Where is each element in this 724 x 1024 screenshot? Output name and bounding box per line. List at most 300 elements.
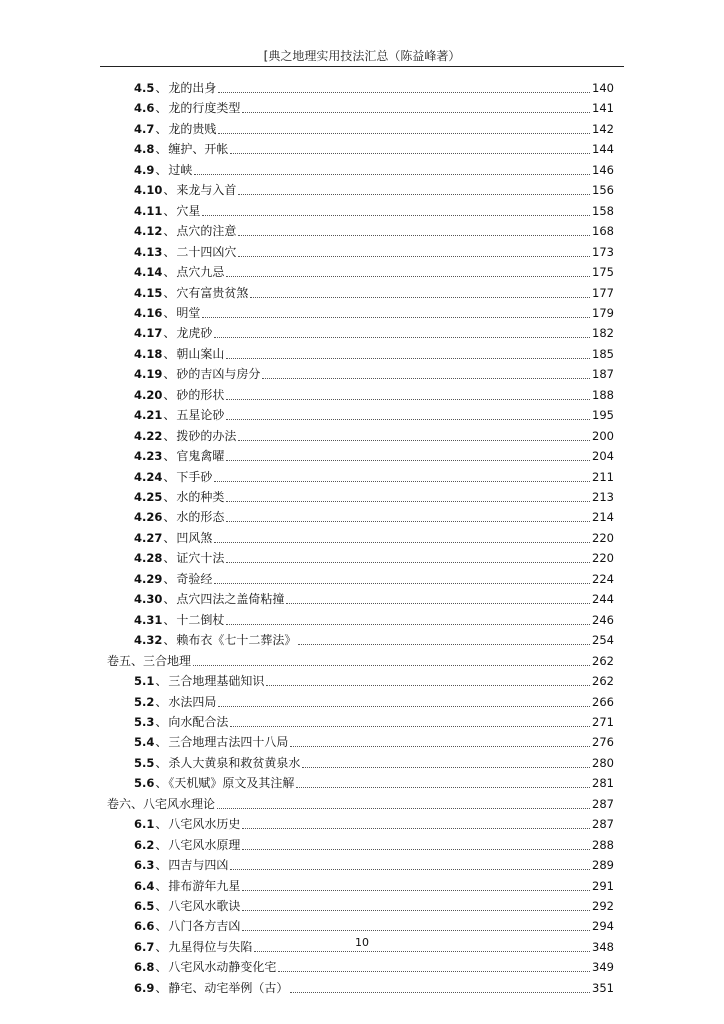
toc-entry-number: 4.11: [134, 203, 163, 218]
toc-section-entry[interactable]: [134, 283, 614, 303]
toc-entry-separator: 、: [163, 530, 176, 545]
toc-entry-text: 龙的行度类型: [168, 101, 241, 116]
toc-entry-title: [134, 753, 300, 773]
toc-section-entry[interactable]: [134, 119, 614, 139]
toc-entry-number: 5.3: [134, 714, 155, 729]
toc-dot-leader: [238, 440, 590, 441]
toc-entry-text: 拨砂的办法: [176, 428, 237, 443]
toc-entry-title: [134, 221, 236, 241]
toc-chapter-entry[interactable]: [107, 651, 614, 671]
toc-section-entry[interactable]: [134, 364, 614, 384]
toc-entry-title: [134, 957, 276, 977]
toc-page-number: 287: [592, 796, 614, 811]
toc-section-entry[interactable]: [134, 262, 614, 282]
toc-entry-title: [134, 610, 224, 630]
toc-entry-separator: 、: [163, 612, 176, 627]
toc-entry-number: 6.3: [134, 858, 155, 873]
toc-page-number: 140: [592, 81, 614, 95]
toc-entry-title: [134, 262, 224, 282]
toc-dot-leader: [214, 542, 590, 543]
toc-entry-text: 凹风煞: [176, 530, 213, 545]
toc-entry-number: 4.31: [134, 612, 163, 627]
toc-entry-title: [134, 160, 192, 180]
toc-dot-leader: [242, 828, 590, 829]
toc-entry-number: 6.1: [134, 817, 155, 832]
header-rule: [100, 66, 624, 67]
toc-entry-title: [134, 364, 260, 384]
toc-dot-leader: [290, 746, 590, 747]
toc-entry-title: [134, 426, 236, 446]
toc-page-number: 168: [592, 224, 614, 239]
toc-section-entry[interactable]: [134, 98, 614, 118]
toc-dot-leader: [226, 419, 590, 420]
toc-chapter-entry[interactable]: [107, 794, 614, 814]
toc-entry-title: [134, 98, 240, 118]
toc-entry-number: 4.8: [134, 142, 155, 157]
toc-entry-text: 点穴九忌: [176, 265, 225, 280]
toc-entry-text: 杀人大黄泉和救贫黄泉水: [168, 755, 301, 770]
toc-dot-leader: [218, 92, 590, 93]
toc-dot-leader: [194, 174, 590, 175]
toc-entry-title: [134, 201, 200, 221]
toc-section-entry[interactable]: [134, 507, 614, 527]
toc-section-entry[interactable]: [134, 916, 614, 936]
toc-dot-leader: [278, 971, 590, 972]
toc-entry-number: 4.13: [134, 244, 163, 259]
toc-entry-title: [134, 671, 264, 691]
toc-entry-text: 证穴十法: [176, 551, 225, 566]
toc-section-entry[interactable]: [134, 446, 614, 466]
toc-page-number: 195: [592, 408, 614, 423]
toc-entry-text: 点穴四法之盖倚粘撞: [176, 592, 285, 607]
toc-page-number: 188: [592, 387, 614, 402]
toc-entry-separator: 、: [155, 162, 168, 177]
toc-entry-title: [134, 896, 240, 916]
toc-dot-leader: [302, 767, 590, 768]
toc-entry-number: 4.28: [134, 551, 163, 566]
toc-entry-number: 4.29: [134, 571, 163, 586]
toc-dot-leader: [202, 215, 590, 216]
toc-entry-number: 5.5: [134, 755, 155, 770]
toc-entry-number: 4.16: [134, 305, 163, 320]
toc-page-number: 141: [592, 101, 614, 116]
toc-section-entry[interactable]: [134, 855, 614, 875]
toc-section-entry[interactable]: [134, 323, 614, 343]
toc-entry-number: 6.6: [134, 919, 155, 934]
toc-section-entry[interactable]: [134, 610, 614, 630]
toc-dot-leader: [226, 501, 590, 502]
toc-entry-number: 4.9: [134, 162, 155, 177]
toc-dot-leader: [238, 194, 590, 195]
toc-section-entry[interactable]: [134, 814, 614, 834]
toc-entry-text: 穴有富贵贫煞: [176, 285, 249, 300]
toc-entry-text: 水法四局: [168, 694, 217, 709]
toc-entry-number: 4.32: [134, 633, 163, 648]
toc-entry-text: 十二倒杖: [176, 612, 225, 627]
toc-entry-separator: 、: [163, 469, 176, 484]
toc-entry-separator: 、: [163, 183, 176, 198]
toc-section-entry[interactable]: [134, 344, 614, 364]
toc-entry-title: [134, 446, 224, 466]
toc-dot-leader: [254, 951, 590, 952]
toc-page-number: 220: [592, 530, 614, 545]
toc-page-number: 142: [592, 121, 614, 136]
toc-section-entry[interactable]: [134, 978, 614, 998]
toc-page-number: 244: [592, 592, 614, 607]
toc-entry-text: 八门各方吉凶: [168, 919, 241, 934]
toc-entry-separator: 、: [155, 817, 168, 832]
toc-entry-separator: 、: [163, 490, 176, 504]
toc-entry-title: [134, 303, 200, 323]
toc-section-entry[interactable]: [134, 773, 614, 793]
toc-entry-separator: 、: [163, 305, 176, 320]
toc-entry-number: 5.4: [134, 735, 155, 750]
toc-entry-number: 6.2: [134, 837, 155, 852]
toc-dot-leader: [214, 481, 590, 482]
toc-dot-leader: [193, 665, 590, 666]
toc-dot-leader: [202, 317, 590, 318]
toc-entry-separator: 、: [163, 224, 176, 239]
toc-entry-number: 4.23: [134, 449, 163, 464]
toc-page-number: 280: [592, 755, 614, 770]
toc-entry-title: [134, 528, 212, 548]
toc-dot-leader: [226, 358, 590, 359]
toc-entry-text: 排布游年九星: [168, 878, 241, 893]
toc-page-number: 246: [592, 612, 614, 627]
toc-entry-separator: 、: [163, 449, 176, 464]
toc-entry-text: 三合地理基础知识: [168, 674, 265, 689]
toc-page-number: 287: [592, 817, 614, 832]
toc-entry-number: 4.21: [134, 408, 163, 423]
toc-dot-leader: [214, 337, 590, 338]
toc-entry-number: 4.6: [134, 101, 155, 116]
toc-entry-separator: 、: [163, 346, 176, 361]
toc-entry-separator: 、: [163, 571, 176, 586]
toc-dot-leader: [238, 235, 590, 236]
toc-entry-number: 4.18: [134, 346, 163, 361]
toc-entry-title: [134, 139, 228, 159]
toc-page-number: 294: [592, 919, 614, 934]
toc-entry-text: 五星论砂: [176, 408, 225, 423]
toc-page-number: 177: [592, 285, 614, 300]
toc-page-number: 288: [592, 837, 614, 852]
toc-dot-leader: [218, 706, 590, 707]
toc-section-entry[interactable]: [134, 896, 614, 916]
toc-page-number: 292: [592, 899, 614, 913]
toc-dot-leader: [242, 890, 590, 891]
toc-entry-separator: 、: [163, 633, 176, 648]
toc-page-number: 156: [592, 183, 614, 198]
toc-entry-number: 4.15: [134, 285, 163, 300]
toc-entry-separator: 、: [163, 244, 176, 259]
toc-entry-title: [134, 855, 228, 875]
toc-page-number: 187: [592, 367, 614, 382]
toc-page-number: 220: [592, 551, 614, 566]
toc-page-number: 271: [592, 714, 614, 729]
toc-section-entry[interactable]: [134, 671, 614, 691]
toc-entry-number: 5.2: [134, 694, 155, 709]
toc-entry-number: 4.17: [134, 326, 163, 341]
toc-entry-number: 5.6: [134, 776, 155, 791]
toc-dot-leader: [286, 603, 590, 604]
toc-entry-number: 6.8: [134, 960, 155, 975]
toc-dot-leader: [214, 583, 590, 584]
running-header: [典之地理实用技法汇总（陈益峰著）: [263, 49, 461, 63]
toc-page-number: 200: [592, 428, 614, 443]
toc-page-number: 211: [592, 469, 614, 484]
toc-page-number: 348: [592, 939, 614, 954]
toc-entry-text: 下手砂: [176, 469, 213, 484]
toc-section-entry[interactable]: [134, 732, 614, 752]
toc-entry-text: 《天机赋》原文及其注解: [168, 776, 295, 791]
toc-dot-leader: [230, 153, 590, 154]
toc-section-entry[interactable]: [134, 528, 614, 548]
toc-page-number: 144: [592, 142, 614, 157]
toc-entry-number: 4.20: [134, 387, 163, 402]
toc-page-number: 281: [592, 776, 614, 791]
toc-entry-title: [107, 651, 191, 671]
toc-entry-number: 6.7: [134, 939, 155, 954]
toc-entry-text: 明堂: [176, 305, 201, 320]
toc-dot-leader: [226, 276, 590, 277]
toc-page-number: 254: [592, 633, 614, 648]
toc-section-entry[interactable]: [134, 569, 614, 589]
toc-entry-text: 龙虎砂: [176, 326, 213, 341]
toc-entry-text: 点穴的注意: [176, 224, 237, 239]
toc-entry-separator: 、: [155, 878, 168, 893]
toc-page-number: 351: [592, 980, 614, 995]
toc-page-number: 175: [592, 265, 614, 280]
toc-entry-number: 4.24: [134, 469, 163, 484]
toc-entry-text: 四吉与四凶: [168, 858, 229, 873]
toc-entry-number: 4.19: [134, 367, 163, 382]
toc-entry-title: [134, 589, 284, 609]
toc-entry-text: 穴星: [176, 203, 201, 218]
toc-entry-number: 6.4: [134, 878, 155, 893]
toc-entry-separator: 、: [155, 776, 168, 791]
toc-section-entry[interactable]: [134, 139, 614, 159]
toc-entry-title: [134, 773, 294, 793]
toc-section-entry[interactable]: [134, 835, 614, 855]
toc-section-entry[interactable]: [134, 180, 614, 200]
toc-entry-text: 水的种类: [176, 490, 225, 504]
toc-section-entry[interactable]: [134, 385, 614, 405]
toc-entry-text: 龙的贵贱: [168, 121, 217, 136]
toc-dot-leader: [226, 521, 590, 522]
toc-section-entry[interactable]: [134, 426, 614, 446]
toc-entry-title: [134, 732, 288, 752]
toc-entry-title: [134, 712, 228, 732]
toc-entry-text: 官鬼禽曜: [176, 449, 225, 464]
toc-section-entry[interactable]: [134, 467, 614, 487]
toc-entry-text: 朝山案山: [176, 346, 225, 361]
toc-entry-text: 八宅风水动静变化宅: [168, 960, 277, 975]
toc-entry-text: 卷六、八宅风水理论: [107, 796, 216, 811]
toc-page-number: 213: [592, 490, 614, 504]
toc-entry-title: [134, 385, 224, 405]
toc-entry-separator: 、: [155, 142, 168, 157]
toc-dot-leader: [230, 726, 590, 727]
toc-entry-number: 4.5: [134, 81, 155, 95]
toc-page-number: 204: [592, 449, 614, 464]
toc-entry-text: 龙的出身: [168, 81, 217, 95]
toc-entry-separator: 、: [163, 428, 176, 443]
toc-entry-text: 九星得位与失陷: [168, 939, 253, 954]
toc-page-number: 146: [592, 162, 614, 177]
toc-entry-title: [134, 467, 212, 487]
toc-entry-title: [134, 876, 240, 896]
toc-page-number: 185: [592, 346, 614, 361]
toc-entry-title: [134, 78, 216, 98]
toc-entry-title: [134, 242, 236, 262]
toc-entry-text: 八宅风水历史: [168, 817, 241, 832]
toc-entry-separator: 、: [155, 939, 168, 954]
toc-entry-number: 4.22: [134, 428, 163, 443]
toc-entry-title: [134, 916, 240, 936]
toc-dot-leader: [296, 787, 590, 788]
toc-entry-separator: 、: [163, 408, 176, 423]
toc-entry-text: 向水配合法: [168, 714, 229, 729]
toc-entry-separator: 、: [155, 899, 168, 913]
toc-entry-title: [134, 405, 224, 425]
toc-entry-separator: 、: [155, 919, 168, 934]
toc-section-entry[interactable]: [134, 303, 614, 323]
toc-entry-separator: 、: [163, 367, 176, 382]
toc-entry-separator: 、: [155, 858, 168, 873]
toc-dot-leader: [298, 644, 590, 645]
toc-dot-leader: [242, 910, 590, 911]
toc-page-number: 214: [592, 510, 614, 525]
toc-page-number: 182: [592, 326, 614, 341]
toc-dot-leader: [218, 133, 590, 134]
toc-entry-separator: 、: [155, 674, 168, 689]
toc-entry-separator: 、: [163, 203, 176, 218]
toc-entry-separator: 、: [155, 101, 168, 116]
toc-entry-number: 6.5: [134, 899, 155, 913]
toc-entry-title: [134, 630, 296, 650]
toc-section-entry[interactable]: [134, 630, 614, 650]
toc-entry-title: [134, 835, 240, 855]
toc-page-number: 224: [592, 571, 614, 586]
toc-section-entry[interactable]: [134, 160, 614, 180]
toc-dot-leader: [242, 849, 590, 850]
toc-dot-leader: [226, 399, 590, 400]
toc-entry-number: 4.27: [134, 530, 163, 545]
toc-entry-separator: 、: [163, 326, 176, 341]
toc-dot-leader: [230, 869, 590, 870]
toc-entry-separator: 、: [155, 714, 168, 729]
toc-page-number: 276: [592, 735, 614, 750]
toc-section-entry[interactable]: [134, 242, 614, 262]
toc-section-entry[interactable]: [134, 957, 614, 977]
toc-dot-leader: [262, 378, 590, 379]
toc-entry-title: [134, 548, 224, 568]
toc-section-entry[interactable]: [134, 589, 614, 609]
toc-entry-text: 缠护、开帐: [168, 142, 229, 157]
toc-dot-leader: [217, 808, 590, 809]
toc-entry-title: [134, 569, 212, 589]
toc-entry-text: 水的形态: [176, 510, 225, 525]
toc-dot-leader: [290, 992, 590, 993]
toc-entry-text: 过峡: [168, 162, 193, 177]
toc-page-number: 289: [592, 858, 614, 873]
toc-section-entry[interactable]: [134, 876, 614, 896]
page-number: 10: [355, 936, 369, 949]
toc-entry-title: [134, 180, 236, 200]
toc-entry-title: [134, 507, 224, 527]
toc-entry-separator: 、: [163, 387, 176, 402]
toc-entry-text: 来龙与入首: [176, 183, 237, 198]
toc-dot-leader: [226, 624, 590, 625]
toc-entry-number: 4.25: [134, 490, 163, 504]
toc-entry-separator: 、: [163, 285, 176, 300]
toc-page-number: 349: [592, 960, 614, 975]
toc-page-number: 173: [592, 244, 614, 259]
toc-entry-number: 4.30: [134, 592, 163, 607]
toc-entry-text: 八宅风水原理: [168, 837, 241, 852]
toc-entry-text: 静宅、动宅举例（古）: [168, 980, 289, 995]
toc-entry-text: 三合地理古法四十八局: [168, 735, 289, 750]
toc-entry-title: [134, 814, 240, 834]
toc-section-entry[interactable]: [134, 753, 614, 773]
toc-entry-separator: 、: [155, 121, 168, 136]
toc-page-number: 266: [592, 694, 614, 709]
toc-dot-leader: [226, 562, 590, 563]
toc-entry-separator: 、: [155, 81, 168, 95]
toc-entry-title: [134, 344, 224, 364]
toc-entry-separator: 、: [163, 592, 176, 607]
toc-entry-number: 5.1: [134, 674, 155, 689]
toc-section-entry[interactable]: [134, 221, 614, 241]
toc-entry-number: 4.26: [134, 510, 163, 525]
toc-entry-title: [107, 794, 215, 814]
toc-section-entry[interactable]: [134, 548, 614, 568]
toc-entry-separator: 、: [155, 960, 168, 975]
toc-entry-text: 卷五、三合地理: [107, 653, 192, 668]
toc-page-number: 262: [592, 674, 614, 689]
toc-entry-separator: 、: [155, 694, 168, 709]
toc-section-entry[interactable]: [134, 487, 614, 507]
toc-entry-title: [134, 692, 216, 712]
toc-entry-number: 4.12: [134, 224, 163, 239]
toc-entry-separator: 、: [155, 755, 168, 770]
toc-dot-leader: [242, 112, 590, 113]
toc-entry-number: 4.14: [134, 265, 163, 280]
toc-entry-number: 4.7: [134, 121, 155, 136]
toc-section-entry[interactable]: [134, 201, 614, 221]
toc-dot-leader: [238, 256, 590, 257]
toc-entry-text: 二十四凶穴: [176, 244, 237, 259]
toc-section-entry[interactable]: [134, 692, 614, 712]
toc-entry-title: [134, 283, 248, 303]
toc-entry-title: [134, 119, 216, 139]
toc-entry-text: 砂的形状: [176, 387, 225, 402]
toc-entry-text: 砂的吉凶与房分: [176, 367, 261, 382]
toc-entry-title: [134, 487, 224, 507]
toc-dot-leader: [242, 930, 590, 931]
toc-page-number: 262: [592, 653, 614, 668]
toc-entry-separator: 、: [163, 510, 176, 525]
toc-entry-separator: 、: [155, 980, 168, 995]
toc-entry-separator: 、: [155, 735, 168, 750]
toc-section-entry[interactable]: [134, 405, 614, 425]
toc-entry-title: [134, 323, 212, 343]
toc-section-entry[interactable]: [134, 712, 614, 732]
toc-page-number: 179: [592, 305, 614, 320]
toc-page-number: 158: [592, 203, 614, 218]
toc-section-entry[interactable]: [134, 78, 614, 98]
toc-entry-separator: 、: [163, 551, 176, 566]
